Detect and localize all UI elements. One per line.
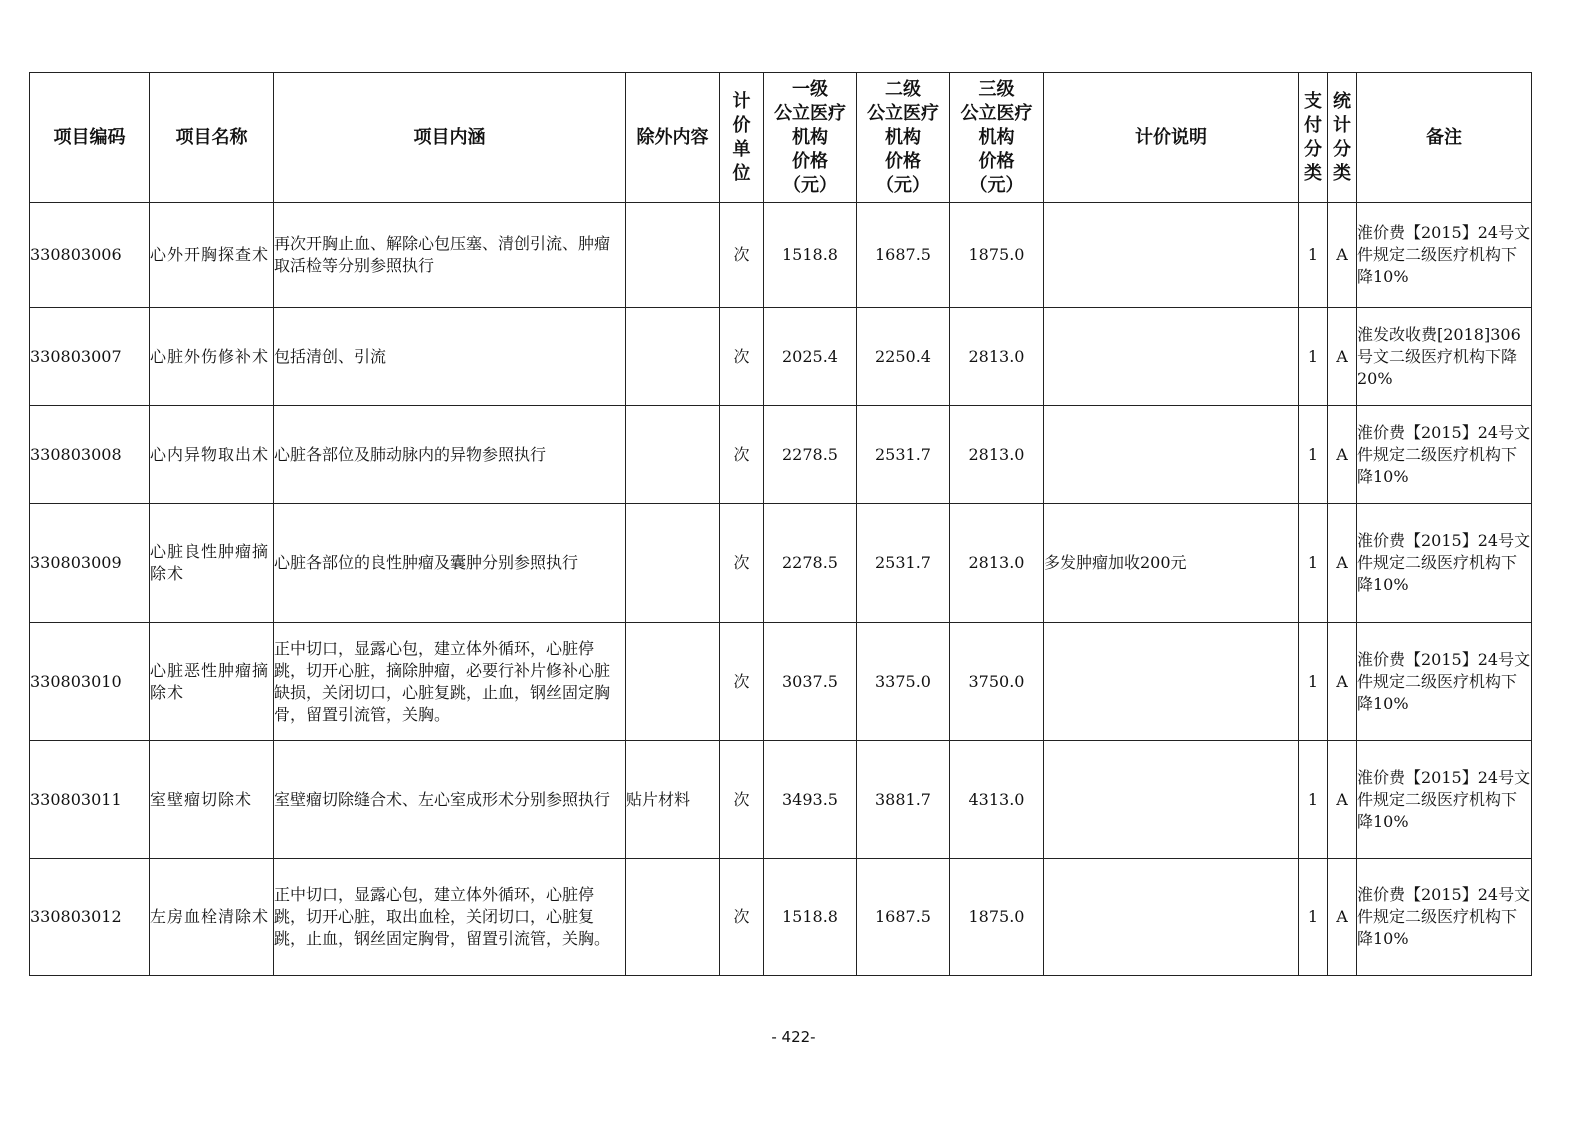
header-level1-line: 一级 [792,78,828,100]
cell-name: 心外开胸探查术 [150,203,274,308]
header-level1-line: 价格 [792,150,828,172]
cell-name: 心脏外伤修补术 [150,308,274,406]
table-row [30,504,1532,623]
cell-note [1044,203,1299,308]
cell-note [1044,623,1299,741]
cell-stat-category: A [1328,741,1357,859]
cell-remark: 淮价费【2015】24号文件规定二级医疗机构下降10% [1357,406,1532,504]
header-stat-line: 分 [1333,138,1351,160]
cell-remark: 淮价费【2015】24号文件规定二级医疗机构下降10% [1357,203,1532,308]
price-table [29,72,1532,976]
cell-note [1044,859,1299,976]
cell-name: 室壁瘤切除术 [150,741,274,859]
header-level1-line: （元） [783,174,837,196]
cell-unit: 次 [720,504,764,623]
cell-unit: 次 [720,308,764,406]
header-name: 项目名称 [150,73,274,203]
header-level3-line: （元） [969,174,1024,196]
header-level3-line: 三级 [978,78,1015,100]
cell-excluded [626,623,720,741]
header-pay-line: 分 [1304,138,1322,160]
cell-unit: 次 [720,203,764,308]
cell-pay-category: 1 [1299,859,1328,976]
cell-content: 正中切口，显露心包，建立体外循环，心脏停跳，切开心脏，取出血栓，关闭切口，心脏复跳，止血，钢丝固定胸骨，留置引流管，关胸。 [274,859,626,976]
cell-level2-price: 1687.5 [857,203,950,308]
cell-level3-price: 1875.0 [950,203,1044,308]
header-unit-line: 位 [732,162,751,184]
cell-excluded: 贴片材料 [626,741,720,859]
header-level1-line: 机构 [792,126,828,148]
cell-code: 330803011 [30,741,150,859]
header-level3-line: 公立医疗 [960,102,1033,124]
cell-stat-category: A [1328,308,1357,406]
cell-level1-price: 2278.5 [764,406,857,504]
header-stat-line: 类 [1333,162,1351,184]
cell-note: 多发肿瘤加收200元 [1044,504,1299,623]
cell-name: 心脏恶性肿瘤摘除术 [150,623,274,741]
cell-pay-category: 1 [1299,504,1328,623]
cell-name: 左房血栓清除术 [150,859,274,976]
cell-level3-price: 1875.0 [950,859,1044,976]
cell-level3-price: 2813.0 [950,308,1044,406]
header-unit-line: 计 [732,90,751,112]
header-unit [720,73,764,203]
header-level2-line: 价格 [885,150,921,172]
cell-content: 室壁瘤切除缝合术、左心室成形术分别参照执行 [274,741,626,859]
header-level2-line: （元） [876,174,930,196]
cell-code: 330803006 [30,203,150,308]
cell-level1-price: 1518.8 [764,203,857,308]
table-row [30,406,1532,504]
cell-pay-category: 1 [1299,623,1328,741]
header-pay-category [1299,73,1328,203]
cell-level3-price: 2813.0 [950,504,1044,623]
cell-level3-price: 2813.0 [950,406,1044,504]
header-code: 项目编码 [30,73,150,203]
header-level2-line: 机构 [885,126,921,148]
cell-level1-price: 1518.8 [764,859,857,976]
header-pay-line: 支 [1304,90,1322,112]
cell-level2-price: 3375.0 [857,623,950,741]
header-level3-price [950,73,1044,203]
cell-excluded [626,504,720,623]
cell-remark: 淮价费【2015】24号文件规定二级医疗机构下降10% [1357,504,1532,623]
cell-note [1044,406,1299,504]
header-stat-category [1328,73,1357,203]
header-level2-line: 公立医疗 [867,102,939,124]
table-row [30,859,1532,976]
header-unit-line: 价 [732,114,751,136]
cell-unit: 次 [720,623,764,741]
header-row [30,73,1532,203]
cell-excluded [626,406,720,504]
cell-code: 330803007 [30,308,150,406]
header-level3-line: 价格 [978,150,1015,172]
header-level3-line: 机构 [978,126,1015,148]
cell-remark: 淮发改收费[2018]306号文二级医疗机构下降20% [1357,308,1532,406]
header-pay-line: 类 [1304,162,1322,184]
cell-level2-price: 2531.7 [857,406,950,504]
cell-unit: 次 [720,859,764,976]
cell-stat-category: A [1328,203,1357,308]
cell-level1-price: 3037.5 [764,623,857,741]
header-level1-line: 公立医疗 [774,102,846,124]
cell-excluded [626,203,720,308]
cell-pay-category: 1 [1299,203,1328,308]
cell-level2-price: 2531.7 [857,504,950,623]
cell-stat-category: A [1328,859,1357,976]
cell-excluded [626,308,720,406]
cell-pay-category: 1 [1299,406,1328,504]
header-stat-line: 计 [1333,114,1351,136]
cell-content: 再次开胸止血、解除心包压塞、清创引流、肿瘤取活检等分别参照执行 [274,203,626,308]
cell-remark: 淮价费【2015】24号文件规定二级医疗机构下降10% [1357,623,1532,741]
cell-level2-price: 1687.5 [857,859,950,976]
cell-code: 330803012 [30,859,150,976]
cell-level2-price: 2250.4 [857,308,950,406]
header-stat-line: 统 [1333,90,1351,112]
header-level2-price [857,73,950,203]
cell-stat-category: A [1328,406,1357,504]
cell-unit: 次 [720,741,764,859]
cell-level1-price: 3493.5 [764,741,857,859]
cell-content: 心脏各部位及肺动脉内的异物参照执行 [274,406,626,504]
header-unit-line: 单 [732,138,751,160]
header-note: 计价说明 [1044,73,1299,203]
table-row [30,623,1532,741]
cell-level3-price: 3750.0 [950,623,1044,741]
cell-unit: 次 [720,406,764,504]
cell-code: 330803010 [30,623,150,741]
header-content: 项目内涵 [274,73,626,203]
cell-stat-category: A [1328,504,1357,623]
cell-name: 心脏良性肿瘤摘除术 [150,504,274,623]
header-excluded: 除外内容 [626,73,720,203]
cell-content: 心脏各部位的良性肿瘤及囊肿分别参照执行 [274,504,626,623]
header-level1-price [764,73,857,203]
cell-note [1044,308,1299,406]
cell-level2-price: 3881.7 [857,741,950,859]
table-row [30,741,1532,859]
cell-remark: 淮价费【2015】24号文件规定二级医疗机构下降10% [1357,741,1532,859]
cell-pay-category: 1 [1299,308,1328,406]
cell-name: 心内异物取出术 [150,406,274,504]
cell-level1-price: 2278.5 [764,504,857,623]
table-row [30,308,1532,406]
cell-code: 330803008 [30,406,150,504]
cell-excluded [626,859,720,976]
cell-level3-price: 4313.0 [950,741,1044,859]
cell-pay-category: 1 [1299,741,1328,859]
header-pay-line: 付 [1304,114,1322,136]
page-number: - 422- [771,1028,816,1046]
cell-content: 正中切口，显露心包，建立体外循环，心脏停跳，切开心脏，摘除肿瘤，必要行补片修补心脏缺损，关闭切口，心脏复跳，止血，钢丝固定胸骨，留置引流管，关胸。 [274,623,626,741]
header-remark: 备注 [1357,73,1532,203]
cell-content: 包括清创、引流 [274,308,626,406]
cell-remark: 淮价费【2015】24号文件规定二级医疗机构下降10% [1357,859,1532,976]
cell-code: 330803009 [30,504,150,623]
cell-note [1044,741,1299,859]
table-row [30,203,1532,308]
cell-level1-price: 2025.4 [764,308,857,406]
header-level2-line: 二级 [885,78,921,100]
cell-stat-category: A [1328,623,1357,741]
